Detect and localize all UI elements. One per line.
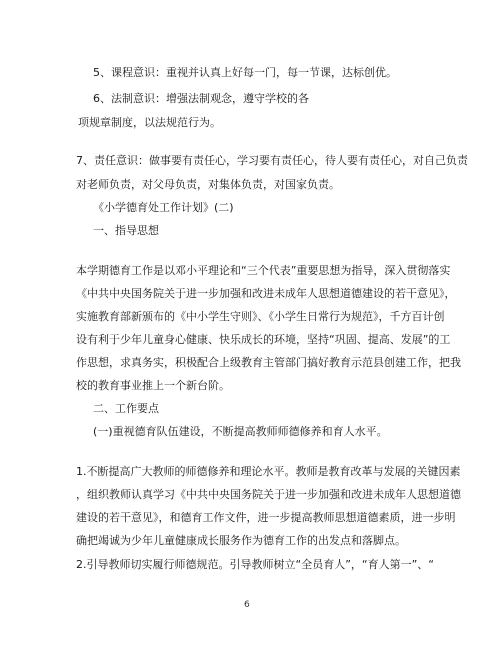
text-line: 作思想，求真务实，积极配合上级教育主管部门搞好教育示范县创建工作，把我 bbox=[76, 356, 461, 369]
text-line: 6、法制意识：增强法制观念，遵守学校的各 bbox=[93, 92, 309, 105]
text-line: 《中共中央国务院关于进一步加强和改进未成年人思想道德建设的若干意见》， bbox=[76, 287, 456, 300]
text-line: 对老师负责，对父母负责，对集体负责，对国家负责。 bbox=[76, 178, 340, 191]
subsection-heading: (一)重视德育队伍建设，不断提高教师师德修养和育人水平。 bbox=[93, 425, 388, 438]
section-heading: 一、指导思想 bbox=[93, 224, 159, 237]
text-line: ，组织教师认真学习《中共中央国务院关于进一步加强和改进未成年人思想道德 bbox=[76, 488, 461, 501]
text-line: 设有利于少年儿童身心健康、快乐成长的环境，坚持“巩固、提高、发展”的工 bbox=[76, 333, 451, 346]
section-heading: 二、工作要点 bbox=[93, 402, 159, 415]
text-line: 7、责任意识：做事要有责任心，学习要有责任心，待人要有责任心，对自己负责 bbox=[76, 154, 468, 167]
text-line: 本学期德育工作是以邓小平理论和“三个代表”重要思想为指导，深入贯彻落实 bbox=[76, 264, 451, 277]
text-line: 校的教育事业推上一个新台阶。 bbox=[76, 379, 230, 392]
text-line: 建设的若干意见》，和德育工作文件，进一步提高教师思想道德素质，进一步明 bbox=[76, 511, 456, 524]
text-line: 项规章制度，以法规范行为。 bbox=[78, 116, 221, 129]
text-line: 实施教育部新颁布的《中小学生守则》、《小学生日常行为规范》，千方百计创 bbox=[76, 310, 445, 323]
text-line: 2.引导教师切实履行师德规范。引导教师树立“全员育人”，“育人第一”、“ bbox=[76, 558, 434, 571]
page-number: 6 bbox=[244, 600, 250, 610]
text-line: 5、课程意识：重视并认真上好每一门，每一节课，达标创优。 bbox=[93, 66, 397, 79]
text-line: 1.不断提高广大教师的师德修养和理论水平。教师是教育改革与发展的关键因素 bbox=[76, 465, 461, 478]
section-title: 《小学德育处工作计划》(二) bbox=[93, 201, 234, 214]
text-line: 确把竭诚为少年儿童健康成长服务作为德育工作的出发点和落脚点。 bbox=[76, 534, 406, 547]
